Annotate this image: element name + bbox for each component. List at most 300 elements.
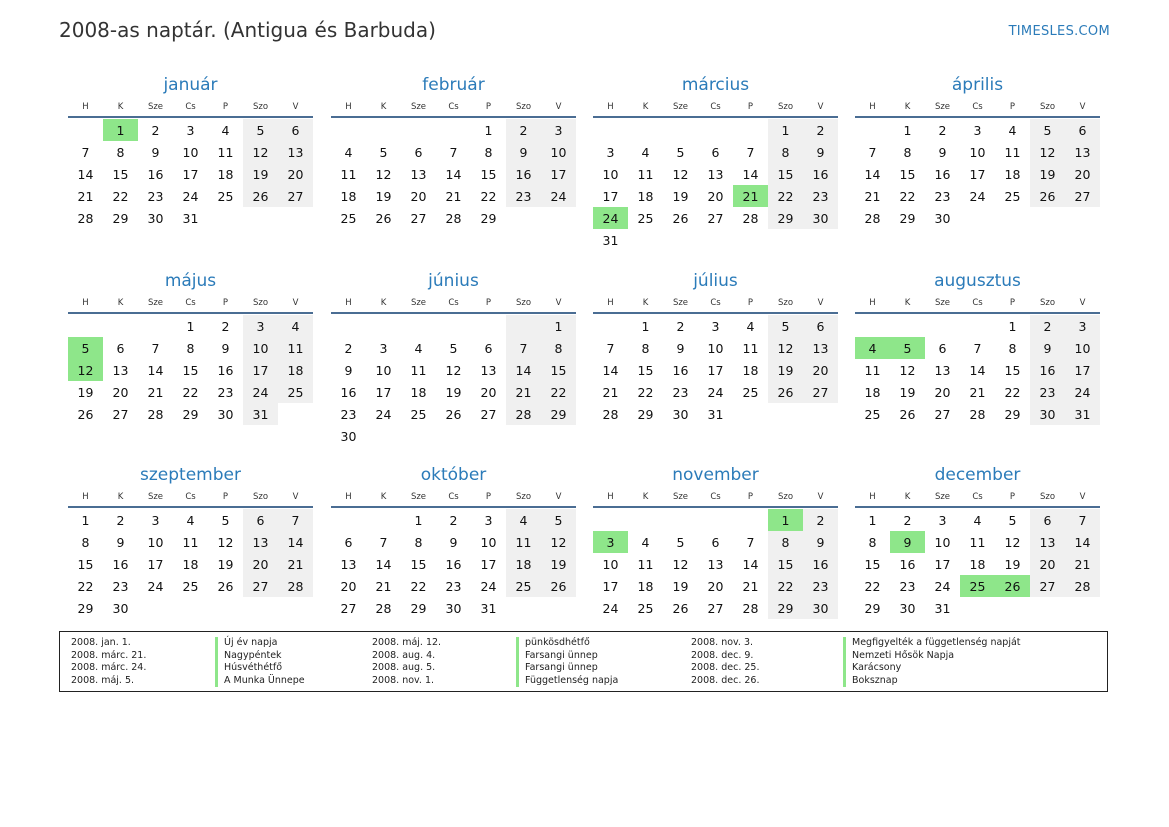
day-cell: 23 <box>506 185 541 207</box>
weekday-header <box>593 98 838 118</box>
empty-cell <box>138 315 173 337</box>
day-cell: 10 <box>541 141 576 163</box>
day-cell: 28 <box>147 406 164 422</box>
day-cell: 24 <box>182 188 199 204</box>
day-cell: 23 <box>672 384 689 400</box>
day-cell: 20 <box>1065 163 1100 185</box>
day-cell: 13 <box>112 362 129 378</box>
weekday-header <box>593 488 838 508</box>
day-cell: 26 <box>375 210 392 226</box>
day-cell: 25 <box>340 210 357 226</box>
weekday-label: K <box>642 492 649 502</box>
month-október <box>331 462 576 619</box>
day-cell: 3 <box>541 119 576 141</box>
weekday-label: V <box>817 492 824 502</box>
legend-holiday-name: Farsangi ünnep <box>516 662 598 675</box>
day-cell: 31 <box>707 406 724 422</box>
day-cell: 17 <box>969 166 986 182</box>
legend-holiday-name: A Munka Ünnepe <box>215 675 305 688</box>
weekday-label: V <box>292 298 299 308</box>
weekday-label: P <box>485 298 492 308</box>
day-cell: 8 <box>541 337 576 359</box>
day-cell: 24 <box>707 384 724 400</box>
day-cell: 25 <box>864 406 881 422</box>
legend-date: 2008. dec. 25. <box>691 662 760 673</box>
legend-date: 2008. aug. 5. <box>372 662 436 673</box>
weekday-label: P <box>1009 492 1016 502</box>
day-cell: 3 <box>379 340 388 356</box>
day-cell: 8 <box>868 534 877 550</box>
day-cell: 15 <box>637 362 654 378</box>
holiday-day: 25 <box>960 575 995 597</box>
weekday-label: K <box>642 298 649 308</box>
weekday-label: Cs <box>972 298 983 308</box>
day-cell: 13 <box>934 362 951 378</box>
day-cell: 21 <box>506 381 541 403</box>
legend-holiday-name: Farsangi ünnep <box>516 650 598 663</box>
day-cell: 4 <box>1008 122 1017 138</box>
legend-date: 2008. jan. 1. <box>71 637 131 648</box>
day-cell: 20 <box>934 384 951 400</box>
day-cell: 21 <box>147 384 164 400</box>
day-cell: 1 <box>186 318 195 334</box>
day-cell: 6 <box>711 144 720 160</box>
day-cell: 11 <box>742 340 759 356</box>
day-cell: 5 <box>1030 119 1065 141</box>
weekday-label: H <box>607 492 614 502</box>
day-grid <box>593 509 838 619</box>
day-cell: 18 <box>217 166 234 182</box>
day-cell: 26 <box>672 210 689 226</box>
day-cell: 28 <box>742 600 759 616</box>
weekday-header <box>331 488 576 508</box>
weekday-label: Szo <box>1039 102 1056 112</box>
day-cell: 19 <box>672 188 689 204</box>
day-cell: 27 <box>410 210 427 226</box>
day-cell: 23 <box>340 406 357 422</box>
day-cell: 23 <box>112 578 129 594</box>
day-cell: 18 <box>1004 166 1021 182</box>
weekday-label: V <box>1079 102 1086 112</box>
day-cell: 23 <box>1030 381 1065 403</box>
day-cell: 10 <box>969 144 986 160</box>
month-november <box>593 462 838 619</box>
brand-link[interactable]: TIMESLES.COM <box>1008 24 1110 39</box>
day-cell: 1 <box>868 512 877 528</box>
day-cell: 26 <box>217 578 234 594</box>
day-cell: 12 <box>899 362 916 378</box>
day-cell: 7 <box>746 144 755 160</box>
day-cell: 9 <box>803 531 838 553</box>
day-cell: 15 <box>541 359 576 381</box>
weekday-header <box>593 294 838 314</box>
day-cell: 20 <box>803 359 838 381</box>
day-cell: 7 <box>449 144 458 160</box>
day-cell: 15 <box>864 556 881 572</box>
weekday-label: P <box>222 298 229 308</box>
day-cell: 30 <box>340 428 357 444</box>
day-cell: 24 <box>541 185 576 207</box>
day-cell: 13 <box>410 166 427 182</box>
month-május <box>68 268 313 425</box>
holiday-day: 4 <box>855 337 890 359</box>
day-cell: 19 <box>445 384 462 400</box>
day-cell: 22 <box>77 578 94 594</box>
day-cell: 24 <box>147 578 164 594</box>
day-cell: 12 <box>217 534 234 550</box>
weekday-label: H <box>869 492 876 502</box>
weekday-label: Sze <box>147 298 164 308</box>
day-cell: 14 <box>969 362 986 378</box>
day-cell: 5 <box>221 512 230 528</box>
day-cell: 29 <box>864 600 881 616</box>
day-cell: 7 <box>746 534 755 550</box>
day-cell: 28 <box>742 210 759 226</box>
day-cell: 28 <box>506 403 541 425</box>
empty-cell <box>103 315 138 337</box>
weekday-label: H <box>869 102 876 112</box>
weekday-label: V <box>817 298 824 308</box>
day-cell: 2 <box>938 122 947 138</box>
month-name: június <box>428 271 479 291</box>
day-cell: 4 <box>278 315 313 337</box>
month-name: augusztus <box>934 271 1021 291</box>
day-cell: 21 <box>969 384 986 400</box>
day-cell: 26 <box>243 185 278 207</box>
day-cell: 15 <box>112 166 129 182</box>
day-cell: 15 <box>410 556 427 572</box>
day-cell: 13 <box>480 362 497 378</box>
day-cell: 18 <box>969 556 986 572</box>
legend-date: 2008. máj. 5. <box>71 674 135 686</box>
day-cell: 1 <box>903 122 912 138</box>
month-name: szeptember <box>140 465 241 485</box>
empty-cell <box>366 315 401 337</box>
day-cell: 22 <box>768 185 803 207</box>
day-cell: 28 <box>375 600 392 616</box>
weekday-label: H <box>345 298 352 308</box>
day-cell: 11 <box>637 556 654 572</box>
weekday-label: K <box>380 102 387 112</box>
empty-cell <box>436 315 471 337</box>
day-cell: 14 <box>147 362 164 378</box>
day-cell: 27 <box>934 406 951 422</box>
day-cell: 30 <box>147 210 164 226</box>
day-cell: 9 <box>938 144 947 160</box>
holiday-day: 24 <box>593 207 628 229</box>
weekday-label: Sze <box>410 298 427 308</box>
day-cell: 27 <box>707 210 724 226</box>
month-augusztus <box>855 268 1100 425</box>
day-cell: 25 <box>637 210 654 226</box>
weekday-label: Cs <box>972 102 983 112</box>
day-cell: 16 <box>147 166 164 182</box>
day-cell: 1 <box>641 318 650 334</box>
day-cell: 10 <box>934 534 951 550</box>
day-cell: 28 <box>864 210 881 226</box>
day-cell: 14 <box>742 166 759 182</box>
day-cell: 12 <box>1004 534 1021 550</box>
holiday-day: 1 <box>768 509 803 531</box>
day-cell: 15 <box>899 166 916 182</box>
day-cell: 29 <box>899 210 916 226</box>
day-cell: 7 <box>278 509 313 531</box>
day-cell: 25 <box>410 406 427 422</box>
legend-holiday-name: pünkösdhétfő <box>516 637 590 650</box>
day-cell: 16 <box>934 166 951 182</box>
day-cell: 12 <box>243 141 278 163</box>
day-cell: 13 <box>1030 531 1065 553</box>
day-cell: 26 <box>899 406 916 422</box>
day-cell: 12 <box>541 531 576 553</box>
weekday-label: Szo <box>252 298 269 308</box>
day-cell: 7 <box>1065 509 1100 531</box>
day-cell: 2 <box>151 122 160 138</box>
day-cell: 10 <box>147 534 164 550</box>
day-cell: 8 <box>414 534 423 550</box>
day-cell: 12 <box>445 362 462 378</box>
weekday-label: Sze <box>410 102 427 112</box>
legend-holiday-name: Megfigyelték a függetlenség napját <box>843 637 1021 650</box>
day-cell: 4 <box>186 512 195 528</box>
weekday-label: K <box>904 298 911 308</box>
legend-holiday-name: Nemzeti Hősök Napja <box>843 650 954 663</box>
weekday-label: Cs <box>448 102 459 112</box>
day-cell: 1 <box>768 119 803 141</box>
day-cell: 11 <box>1004 144 1021 160</box>
day-cell: 29 <box>77 600 94 616</box>
day-cell: 8 <box>903 144 912 160</box>
day-cell: 9 <box>449 534 458 550</box>
day-cell: 10 <box>602 166 619 182</box>
day-cell: 15 <box>182 362 199 378</box>
day-cell: 9 <box>1030 337 1065 359</box>
weekday-header <box>331 98 576 118</box>
day-cell: 4 <box>414 340 423 356</box>
day-cell: 6 <box>1030 509 1065 531</box>
day-cell: 15 <box>77 556 94 572</box>
day-cell: 14 <box>864 166 881 182</box>
empty-cell <box>331 509 366 531</box>
empty-cell <box>366 119 401 141</box>
day-cell: 23 <box>147 188 164 204</box>
day-cell: 11 <box>506 531 541 553</box>
day-cell: 7 <box>81 144 90 160</box>
day-cell: 10 <box>480 534 497 550</box>
weekday-label: V <box>555 298 562 308</box>
day-cell: 4 <box>973 512 982 528</box>
day-cell: 5 <box>449 340 458 356</box>
day-grid <box>68 119 313 229</box>
day-cell: 15 <box>768 163 803 185</box>
day-cell: 21 <box>602 384 619 400</box>
weekday-label: Sze <box>672 492 689 502</box>
weekday-label: Szo <box>777 102 794 112</box>
day-cell: 29 <box>1004 406 1021 422</box>
day-cell: 8 <box>116 144 125 160</box>
day-cell: 6 <box>1065 119 1100 141</box>
day-cell: 12 <box>768 337 803 359</box>
day-cell: 22 <box>410 578 427 594</box>
day-cell: 21 <box>742 578 759 594</box>
empty-cell <box>471 315 506 337</box>
weekday-label: H <box>82 492 89 502</box>
empty-cell <box>733 509 768 531</box>
day-cell: 21 <box>77 188 94 204</box>
weekday-label: Sze <box>934 102 951 112</box>
day-cell: 18 <box>637 578 654 594</box>
day-cell: 16 <box>1030 359 1065 381</box>
day-cell: 27 <box>480 406 497 422</box>
day-cell: 5 <box>243 119 278 141</box>
day-cell: 23 <box>217 384 234 400</box>
weekday-label: Szo <box>777 492 794 502</box>
weekday-label: K <box>642 102 649 112</box>
day-cell: 29 <box>768 597 803 619</box>
weekday-label: Cs <box>710 298 721 308</box>
weekday-label: Sze <box>410 492 427 502</box>
day-cell: 30 <box>112 600 129 616</box>
day-cell: 8 <box>1008 340 1017 356</box>
day-cell: 17 <box>934 556 951 572</box>
day-grid <box>331 509 576 619</box>
day-cell: 3 <box>151 512 160 528</box>
day-cell: 19 <box>243 163 278 185</box>
day-cell: 9 <box>803 141 838 163</box>
day-cell: 8 <box>186 340 195 356</box>
day-cell: 4 <box>641 144 650 160</box>
day-cell: 25 <box>742 384 759 400</box>
weekday-label: V <box>555 102 562 112</box>
day-cell: 20 <box>243 553 278 575</box>
weekday-header <box>68 294 313 314</box>
day-cell: 17 <box>602 188 619 204</box>
month-name: április <box>951 75 1004 95</box>
day-cell: 25 <box>506 575 541 597</box>
weekday-label: Szo <box>252 492 269 502</box>
day-cell: 9 <box>676 340 685 356</box>
day-cell: 22 <box>182 384 199 400</box>
legend-date: 2008. dec. 26. <box>691 674 760 686</box>
day-cell: 22 <box>768 575 803 597</box>
weekday-label: Sze <box>147 492 164 502</box>
holiday-day: 21 <box>733 185 768 207</box>
day-cell: 7 <box>606 340 615 356</box>
weekday-label: H <box>607 298 614 308</box>
weekday-label: Sze <box>672 102 689 112</box>
day-cell: 17 <box>480 556 497 572</box>
day-cell: 30 <box>803 597 838 619</box>
day-cell: 18 <box>506 553 541 575</box>
weekday-label: V <box>1079 298 1086 308</box>
day-cell: 17 <box>707 362 724 378</box>
empty-cell <box>366 509 401 531</box>
holiday-day: 3 <box>593 531 628 553</box>
weekday-label: Cs <box>710 102 721 112</box>
day-cell: 28 <box>445 210 462 226</box>
day-cell: 20 <box>112 384 129 400</box>
day-cell: 27 <box>1030 575 1065 597</box>
day-cell: 15 <box>768 553 803 575</box>
day-cell: 19 <box>1030 163 1065 185</box>
day-cell: 29 <box>182 406 199 422</box>
day-cell: 21 <box>864 188 881 204</box>
day-cell: 5 <box>768 315 803 337</box>
month-július <box>593 268 838 425</box>
weekday-label: P <box>222 492 229 502</box>
day-cell: 1 <box>1008 318 1017 334</box>
holiday-day: 9 <box>890 531 925 553</box>
day-cell: 26 <box>1030 185 1065 207</box>
day-cell: 2 <box>449 512 458 528</box>
day-cell: 22 <box>637 384 654 400</box>
day-cell: 23 <box>803 575 838 597</box>
day-cell: 30 <box>217 406 234 422</box>
day-cell: 14 <box>77 166 94 182</box>
day-cell: 8 <box>768 531 803 553</box>
weekday-header <box>855 98 1100 118</box>
legend-date: 2008. márc. 24. <box>71 662 147 673</box>
day-cell: 17 <box>541 163 576 185</box>
day-cell: 25 <box>637 600 654 616</box>
day-cell: 17 <box>182 166 199 182</box>
weekday-label: H <box>82 102 89 112</box>
empty-cell <box>331 315 366 337</box>
day-cell: 20 <box>410 188 427 204</box>
weekday-label: K <box>380 492 387 502</box>
month-június <box>331 268 576 447</box>
day-cell: 30 <box>934 210 951 226</box>
day-cell: 31 <box>602 232 619 248</box>
day-cell: 18 <box>742 362 759 378</box>
legend-holiday-name: Karácsony <box>843 662 901 675</box>
day-cell: 17 <box>375 384 392 400</box>
day-cell: 5 <box>1008 512 1017 528</box>
day-cell: 11 <box>637 166 654 182</box>
empty-cell <box>401 119 436 141</box>
day-cell: 2 <box>1030 315 1065 337</box>
weekday-label: H <box>345 492 352 502</box>
day-cell: 16 <box>506 163 541 185</box>
month-szeptember <box>68 462 313 619</box>
day-cell: 29 <box>541 403 576 425</box>
weekday-label: P <box>747 492 754 502</box>
day-cell: 19 <box>899 384 916 400</box>
weekday-label: K <box>904 492 911 502</box>
day-cell: 13 <box>340 556 357 572</box>
day-cell: 16 <box>217 362 234 378</box>
day-cell: 18 <box>864 384 881 400</box>
day-cell: 16 <box>803 163 838 185</box>
day-cell: 2 <box>676 318 685 334</box>
empty-cell <box>593 315 628 337</box>
weekday-label: Cs <box>972 492 983 502</box>
weekday-label: K <box>117 298 124 308</box>
weekday-label: P <box>747 298 754 308</box>
month-name: május <box>164 271 217 291</box>
day-cell: 7 <box>151 340 160 356</box>
empty-cell <box>401 315 436 337</box>
day-cell: 27 <box>803 381 838 403</box>
day-cell: 6 <box>938 340 947 356</box>
day-cell: 9 <box>344 362 353 378</box>
weekday-label: H <box>607 102 614 112</box>
day-grid <box>331 119 576 229</box>
empty-cell <box>698 509 733 531</box>
month-február <box>331 72 576 229</box>
day-cell: 19 <box>217 556 234 572</box>
legend-holiday-name: Boksznap <box>843 675 898 688</box>
